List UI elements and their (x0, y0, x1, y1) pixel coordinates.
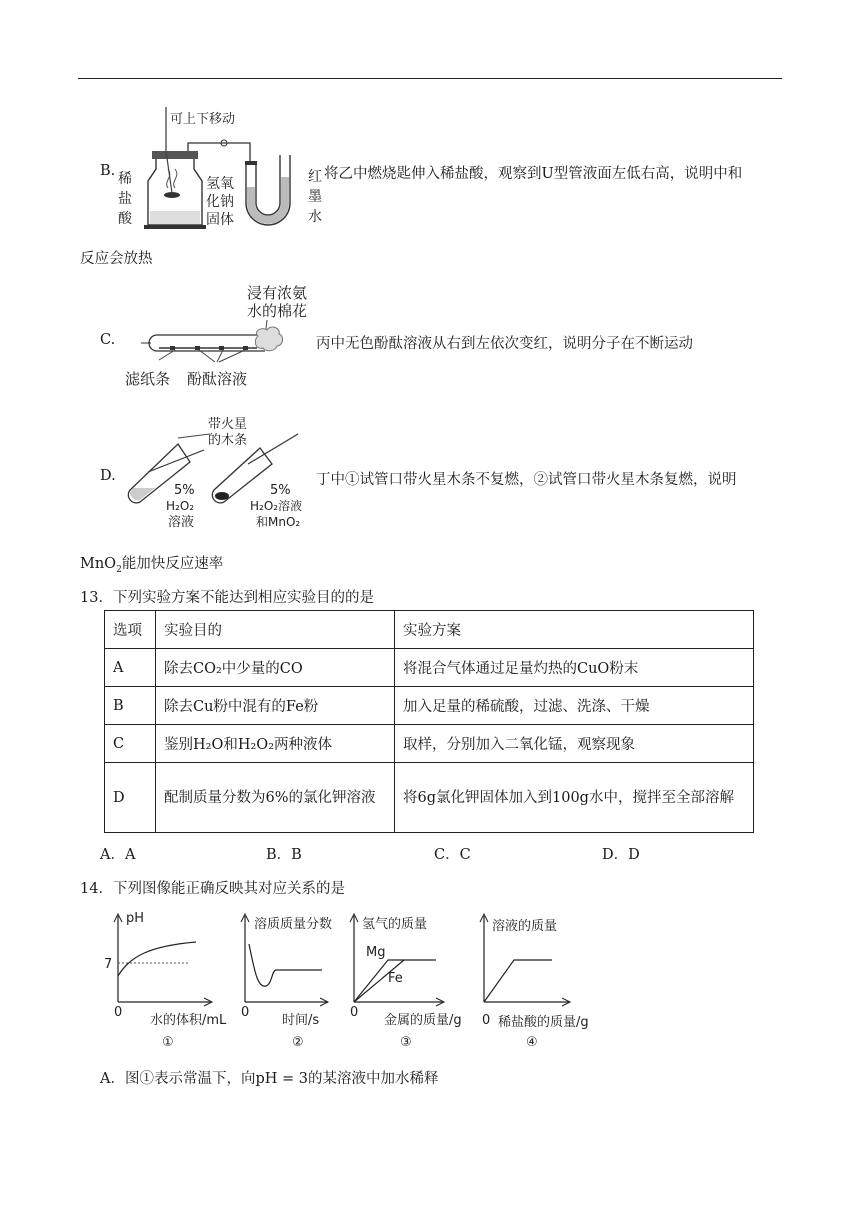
q13-header-aim: 实验目的 (156, 611, 395, 649)
q13-cell-option: A (105, 649, 156, 687)
choice-a[interactable]: A．A (100, 847, 136, 863)
svg-text:滤纸条: 滤纸条 (125, 370, 171, 388)
svg-text:红: 红 (308, 169, 322, 185)
svg-text:酸: 酸 (118, 211, 132, 227)
svg-text:氢气的质量: 氢气的质量 (362, 917, 428, 932)
svg-text:溶液的质量: 溶液的质量 (492, 919, 558, 934)
q13-cell-aim: 除去Cu粉中混有的Fe粉 (156, 687, 395, 725)
svg-text:①: ① (162, 1035, 174, 1050)
svg-text:的木条: 的木条 (208, 433, 248, 448)
choice-b[interactable]: B．B (266, 847, 302, 863)
svg-text:H₂O₂溶液: H₂O₂溶液 (250, 499, 303, 513)
option-d-letter: D. (100, 468, 116, 484)
q14-stem: 14．下列图像能正确反映其对应关系的是 (80, 881, 345, 897)
svg-text:可上下移动: 可上下移动 (170, 112, 236, 127)
graph-4 (480, 914, 589, 1050)
svg-text:溶质质量分数: 溶质质量分数 (254, 917, 333, 932)
q13-header-plan: 实验方案 (395, 611, 754, 649)
svg-text:氢氧: 氢氧 (206, 176, 234, 192)
svg-text:稀: 稀 (118, 171, 132, 187)
table-row (105, 763, 754, 833)
q13-cell-aim: 鉴别H₂O和H₂O₂两种液体 (156, 725, 395, 763)
svg-text:盐: 盐 (118, 191, 132, 207)
svg-text:pH: pH (126, 911, 145, 926)
svg-text:带火星: 带火星 (208, 417, 248, 432)
q13-cell-aim: 配制质量分数为6%的氯化钾溶液 (156, 763, 395, 833)
option-b-letter: B. (100, 163, 116, 179)
svg-text:水的棉花: 水的棉花 (247, 302, 308, 320)
svg-text:稀盐酸的质量/g: 稀盐酸的质量/g (498, 1015, 589, 1030)
q13-cell-plan: 取样，分别加入二氧化锰，观察现象 (395, 725, 754, 763)
svg-text:浸有浓氨: 浸有浓氨 (247, 284, 308, 302)
svg-text:0: 0 (482, 1013, 491, 1028)
svg-text:②: ② (292, 1035, 304, 1050)
q13-cell-option: D (105, 763, 156, 833)
svg-text:0: 0 (241, 1005, 250, 1020)
option-d-text: 丁中①试管口带火星木条不复燃，②试管口带火星木条复燃，说明 (316, 472, 737, 488)
svg-text:和MnO₂: 和MnO₂ (256, 515, 301, 529)
svg-text:酚酞溶液: 酚酞溶液 (187, 370, 248, 388)
graph-1 (104, 911, 227, 1050)
q13-header-option: 选项 (105, 611, 156, 649)
q13-cell-plan: 加入足量的稀硫酸，过滤、洗涤、干燥 (395, 687, 754, 725)
svg-text:墨: 墨 (308, 189, 322, 205)
q13-table (104, 610, 754, 833)
svg-text:时间/s: 时间/s (282, 1013, 320, 1028)
svg-text:5%: 5% (270, 483, 291, 498)
table-row (105, 649, 754, 687)
q13-cell-aim: 除去CO₂中少量的CO (156, 649, 395, 687)
q13-cell-plan: 将6g氯化钾固体加入到100g水中，搅拌至全部溶解 (395, 763, 754, 833)
svg-text:5%: 5% (174, 483, 195, 498)
q13-cell-option: B (105, 687, 156, 725)
q13-stem: 13．下列实验方案不能达到相应实验目的的是 (80, 590, 374, 606)
figure-b-apparatus (118, 103, 324, 235)
header-rule (78, 78, 782, 79)
option-c-letter: C. (100, 332, 116, 348)
svg-text:化钠: 化钠 (206, 194, 234, 210)
svg-text:水: 水 (308, 209, 322, 225)
option-b-text-cont: 反应会放热 (80, 251, 153, 267)
svg-text:H₂O₂: H₂O₂ (166, 499, 195, 513)
q13-cell-option: C (105, 725, 156, 763)
svg-text:溶液: 溶液 (168, 515, 195, 530)
figure-d-apparatus (118, 414, 308, 538)
table-row (105, 687, 754, 725)
option-b-text: 将乙中燃烧匙伸入稀盐酸，观察到U型管液面左低右高，说明中和 (324, 166, 743, 182)
choice-c[interactable]: C．C (434, 847, 471, 863)
q13-cell-plan: 将混合气体通过足量灼热的CuO粉末 (395, 649, 754, 687)
graph-3 (350, 914, 462, 1050)
q14-option-a[interactable]: A．图①表示常温下，向pH = 3的某溶液中加水稀释 (100, 1071, 439, 1087)
svg-text:Fe: Fe (388, 971, 403, 986)
choice-d[interactable]: D．D (602, 847, 640, 863)
svg-text:水的体积/mL: 水的体积/mL (150, 1013, 227, 1028)
svg-text:Mg: Mg (366, 945, 386, 960)
graph-2 (241, 914, 332, 1050)
svg-text:0: 0 (114, 1005, 123, 1020)
svg-text:③: ③ (400, 1035, 412, 1050)
svg-text:金属的质量/g: 金属的质量/g (384, 1013, 462, 1028)
svg-text:0: 0 (350, 1005, 359, 1020)
option-d-text-cont: MnO$_2$能加快反应速率 (80, 556, 224, 575)
svg-text:7: 7 (104, 957, 113, 972)
table-row (105, 725, 754, 763)
svg-text:④: ④ (526, 1035, 538, 1050)
option-c-text: 丙中无色酚酞溶液从右到左依次变红，说明分子在不断运动 (316, 336, 693, 352)
svg-text:固体: 固体 (206, 212, 234, 228)
q14-graphs (100, 906, 600, 1052)
figure-c-apparatus (115, 282, 315, 394)
